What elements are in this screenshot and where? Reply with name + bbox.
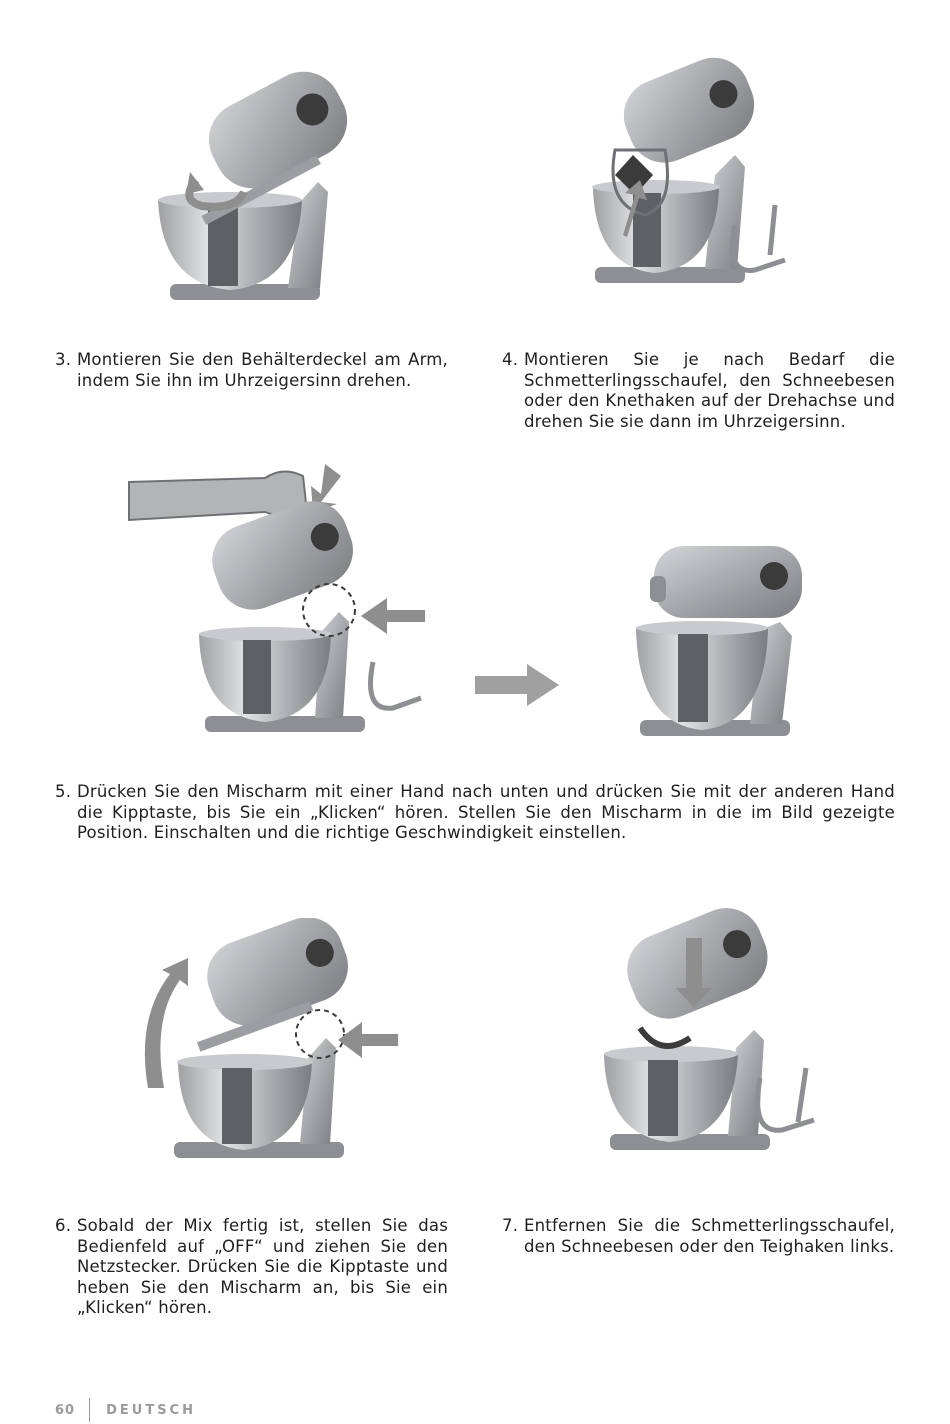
- page-number: 60: [55, 1402, 76, 1418]
- language-label: DEUTSCH: [106, 1402, 196, 1418]
- instruction-step-7: [502, 1216, 895, 1257]
- illustration-step-5a: [125, 462, 430, 747]
- step-text: Sobald der Mix fertig ist, stellen Sie das Bedienfeld auf „OFF“ und ziehen Sie den Netzstecker. Drücken Sie die Kipptaste und heben Sie den Mischarm an, bis Sie ein „Klicken“ hören.: [77, 1216, 448, 1317]
- step-number: 3.: [55, 350, 72, 369]
- illustration-step-4: [585, 55, 800, 300]
- instruction-step-3: [55, 350, 448, 391]
- illustration-step-5b: [630, 540, 810, 750]
- step-number: 7.: [502, 1216, 519, 1235]
- footer-divider: [89, 1398, 90, 1422]
- step-number: 6.: [55, 1216, 72, 1235]
- step-text: Entfernen Sie die Schmetterlingsschaufel, den Schneebesen oder den Teighaken links.: [524, 1216, 895, 1256]
- page-footer: [55, 1398, 196, 1422]
- step-text: Drücken Sie den Mischarm mit einer Hand nach unten und drücken Sie mit der anderen Hand die Kipptaste, bis Sie ein „Klicken“ hören. Stellen Sie den Mischarm in die im Bild gezeigte Position. Einschalten und die richtige Geschwindigkeit einstellen.: [77, 782, 895, 842]
- instruction-step-4: [502, 350, 895, 432]
- step-text: Montieren Sie je nach Bedarf die Schmetterlingsschaufel, den Schneebesen oder den Knethaken auf der Drehachse und drehen Sie sie dann im Uhrzeigersinn.: [524, 350, 895, 431]
- step-number: 4.: [502, 350, 519, 369]
- step-number: 5.: [55, 782, 72, 801]
- instruction-step-5: [55, 782, 895, 844]
- step-text: Montieren Sie den Behälterdeckel am Arm, indem Sie ihn im Uhrzeigersinn drehen.: [77, 350, 448, 390]
- illustration-step-7: [600, 908, 830, 1168]
- right-arrow-icon: [475, 662, 560, 708]
- instruction-step-6: [55, 1216, 448, 1319]
- illustration-step-3: [150, 62, 380, 312]
- illustration-step-6: [130, 918, 400, 1173]
